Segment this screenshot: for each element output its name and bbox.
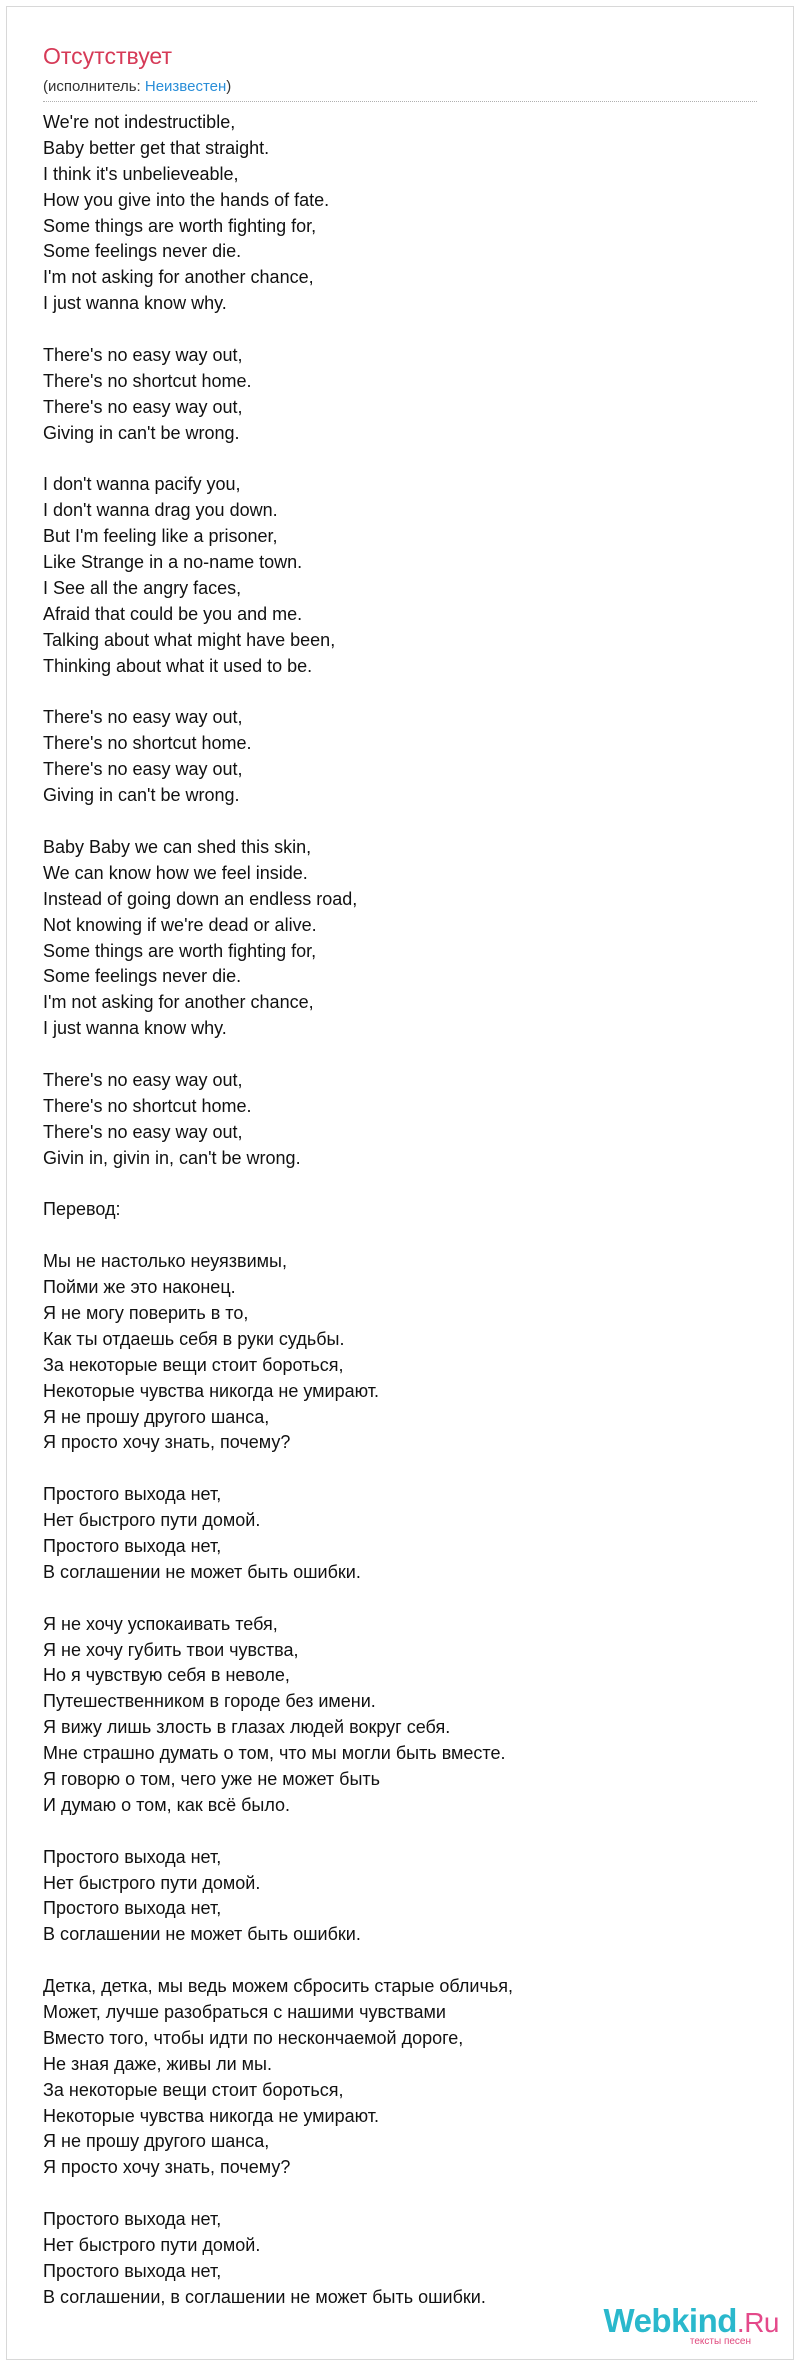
lyric-line: Thinking about what it used to be. (43, 655, 313, 676)
lyric-line: There's no easy way out, (43, 1069, 243, 1090)
lyric-line: Я не хочу успокаивать тебя, (43, 1613, 278, 1634)
lyric-line: Some things are worth fighting for, (43, 940, 317, 961)
lyric-line: В соглашении не может быть ошибки. (43, 1561, 361, 1582)
lyric-line: But I'm feeling like a prisoner, (43, 526, 278, 547)
artist-link[interactable]: Неизвестен (144, 78, 227, 95)
lyric-line: Простого выхода нет, (43, 1535, 222, 1556)
lyric-line: I just wanna know why. (43, 293, 227, 314)
lyric-line: Я не хочу губить твои чувства, (43, 1639, 299, 1660)
lyric-line: I don't wanna drag you down. (43, 500, 278, 521)
lyric-line: Baby Baby we can shed this skin, (43, 836, 312, 857)
lyric-line: There's no shortcut home. (43, 1095, 252, 1116)
logo-tagline: тексты песен (689, 2336, 751, 2347)
lyric-line: Нет быстрого пути домой. (43, 1872, 261, 1893)
lyric-blank-line (43, 1172, 743, 1198)
lyric-line: I'm not asking for another chance, (43, 267, 314, 288)
lyric-line: Afraid that could be you and me. (43, 603, 303, 624)
lyric-line: За некоторые вещи стоит бороться, (43, 1354, 344, 1375)
lyric-line: Я просто хочу знать, почему? (43, 2157, 291, 2178)
lyric-line: Пойми же это наконец. (43, 1277, 236, 1298)
lyric-blank-line (43, 1819, 743, 1845)
lyric-line: Некоторые чувства никогда не умирают. (43, 2105, 379, 2126)
lyric-line: Я просто хочу знать, почему? (43, 1432, 291, 1453)
lyric-line: Но я чувствую себя в неволе, (43, 1665, 290, 1686)
webkind-logo[interactable] (604, 2304, 779, 2347)
header-divider (43, 101, 757, 102)
lyric-line: Givin in, givin in, can't be wrong. (43, 1147, 301, 1168)
lyric-line: Giving in can't be wrong. (43, 422, 240, 443)
artist-line (43, 79, 231, 94)
lyric-blank-line (43, 680, 743, 706)
lyric-line: Мне страшно думать о том, что мы могли быть вместе. (43, 1743, 506, 1764)
lyric-line: I'm not asking for another chance, (43, 992, 314, 1013)
lyric-line: Instead of going down an endless road, (43, 888, 358, 909)
lyric-line: Простого выхода нет, (43, 2260, 222, 2281)
lyric-line: There's no shortcut home. (43, 733, 252, 754)
lyric-line: И думаю о том, как всё было. (43, 1794, 291, 1815)
lyric-line: We're not indestructible, (43, 112, 236, 132)
lyric-line: There's no easy way out, (43, 396, 243, 417)
lyric-blank-line (43, 809, 743, 835)
lyric-line: За некоторые вещи стоит бороться, (43, 2079, 344, 2100)
lyric-line: Простого выхода нет, (43, 1846, 222, 1867)
lyric-line: Может, лучше разобраться с нашими чувствами (43, 2002, 446, 2023)
page-frame (6, 6, 794, 2360)
lyric-line: Some feelings never die. (43, 966, 242, 987)
lyric-line: We can know how we feel inside. (43, 862, 308, 883)
lyric-line: There's no easy way out, (43, 1121, 243, 1142)
lyric-line: Я говорю о том, чего уже не может быть (43, 1769, 381, 1789)
lyric-blank-line (43, 447, 743, 473)
lyric-blank-line (43, 1042, 743, 1068)
logo-tld: .Ru (736, 2307, 779, 2338)
lyric-line: Некоторые чувства никогда не умирают. (43, 1380, 379, 1401)
lyric-line: Baby better get that straight. (43, 137, 270, 158)
lyric-line: I don't wanna pacify you, (43, 474, 241, 495)
lyric-line: There's no easy way out, (43, 345, 243, 366)
lyric-line: Перевод: (43, 1199, 121, 1220)
lyric-blank-line (43, 1223, 743, 1249)
lyric-line: Like Strange in a no-name town. (43, 552, 303, 573)
lyric-line: Как ты отдаешь себя в руки судьбы. (43, 1328, 345, 1349)
lyric-line: There's no easy way out, (43, 759, 243, 780)
lyric-line: Я вижу лишь злость в глазах людей вокруг себя. (43, 1717, 451, 1738)
lyric-line: Я не могу поверить в то, (43, 1302, 249, 1323)
lyric-line: I See all the angry faces, (43, 578, 242, 599)
artist-suffix: ) (226, 78, 232, 95)
lyric-line: Нет быстрого пути домой. (43, 1510, 261, 1531)
lyric-blank-line (43, 1948, 743, 1974)
lyric-line: Нет быстрого пути домой. (43, 2235, 261, 2256)
logo-wordmark (604, 2304, 779, 2337)
lyric-line: Мы не настолько неуязвимы, (43, 1251, 287, 1272)
lyric-line: Простого выхода нет, (43, 1484, 222, 1505)
lyric-blank-line (43, 1586, 743, 1612)
lyric-line: Простого выхода нет, (43, 1898, 222, 1919)
lyric-line: Путешественником в городе без имени. (43, 1691, 376, 1712)
lyric-line: I just wanna know why. (43, 1018, 227, 1039)
lyric-line: I think it's unbelieveable, (43, 163, 239, 184)
lyrics-text (43, 110, 743, 2311)
lyric-line: Talking about what might have been, (43, 629, 336, 650)
lyric-blank-line (43, 1456, 743, 1482)
lyric-line: Вместо того, чтобы идти по нескончаемой дороге, (43, 2027, 464, 2048)
logo-brand: Webkind (603, 2302, 737, 2339)
lyric-line: Giving in can't be wrong. (43, 785, 240, 806)
lyric-blank-line (43, 2181, 743, 2207)
lyric-blank-line (43, 317, 743, 343)
lyric-line: Я не прошу другого шанса, (43, 2131, 270, 2152)
artist-prefix: (исполнитель: (43, 78, 145, 95)
lyric-line: Some feelings never die. (43, 241, 242, 262)
lyric-line: There's no easy way out, (43, 707, 243, 728)
lyric-line: How you give into the hands of fate. (43, 189, 330, 210)
lyric-line: There's no shortcut home. (43, 370, 252, 391)
lyric-line: В соглашении, в соглашении не может быть ошибки. (43, 2286, 486, 2307)
lyric-line: Простого выхода нет, (43, 2209, 222, 2230)
lyric-line: Not knowing if we're dead or alive. (43, 914, 317, 935)
song-title: Отсутствует (43, 43, 172, 69)
lyric-line: Не зная даже, живы ли мы. (43, 2053, 272, 2074)
lyric-line: В соглашении не может быть ошибки. (43, 1924, 361, 1945)
lyric-line: Some things are worth fighting for, (43, 215, 317, 236)
lyric-line: Я не прошу другого шанса, (43, 1406, 270, 1427)
lyric-line: Детка, детка, мы ведь можем сбросить старые обличья, (43, 1976, 513, 1997)
